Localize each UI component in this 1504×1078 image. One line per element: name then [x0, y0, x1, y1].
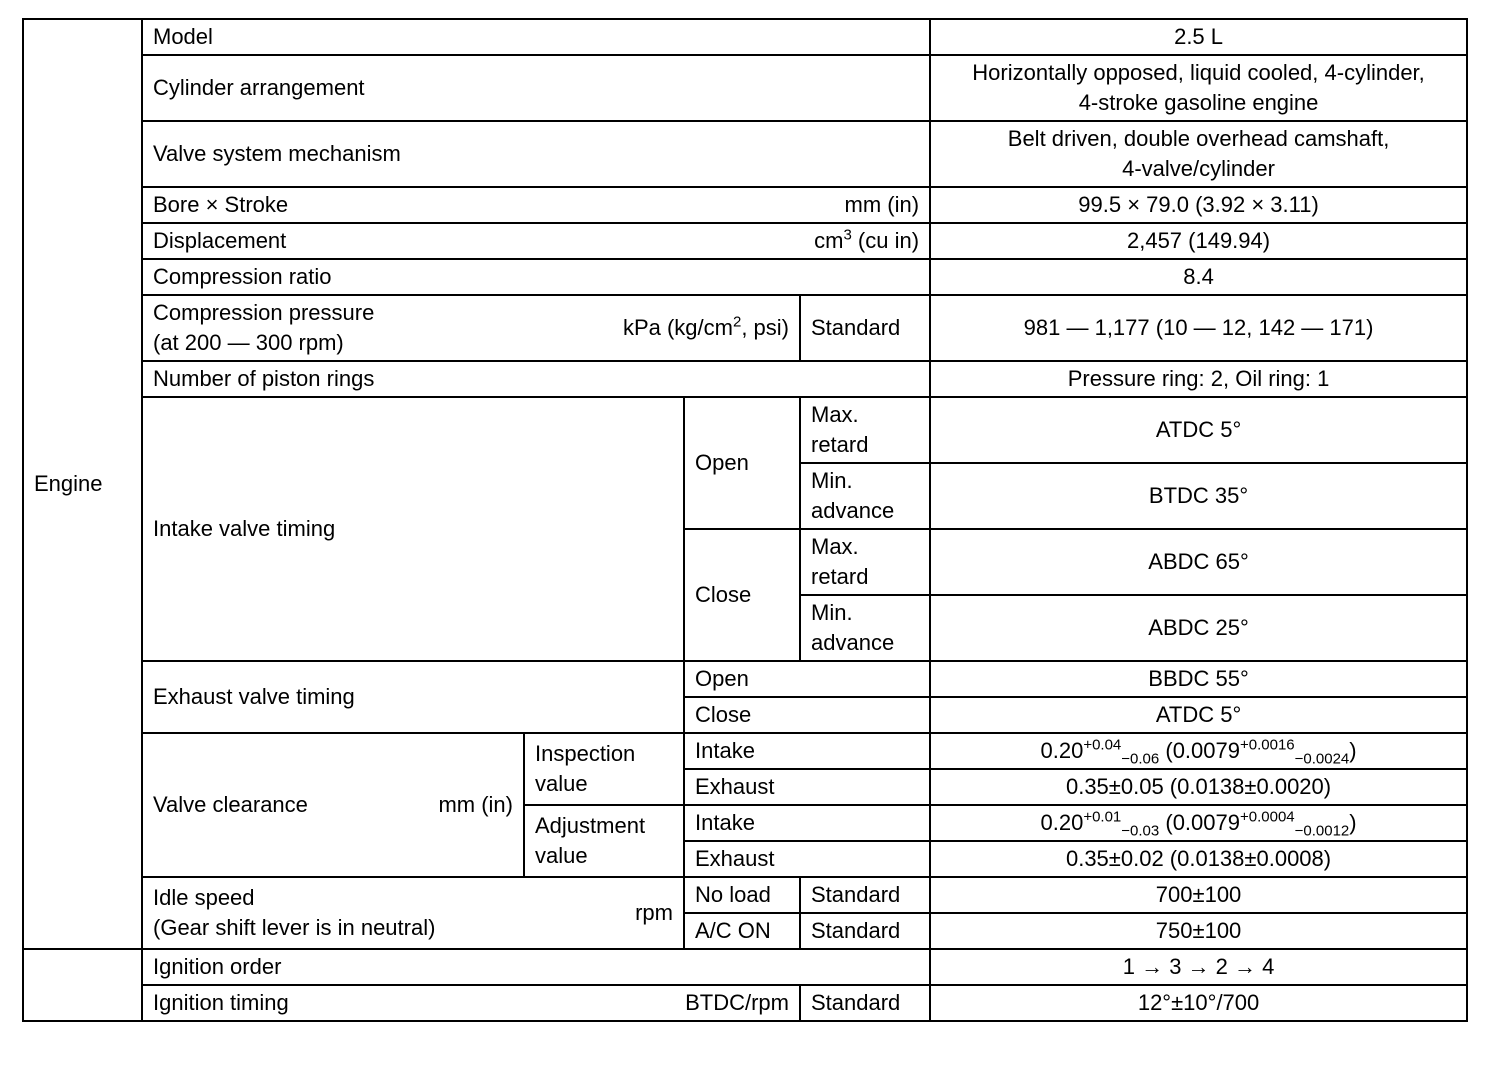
compression-pressure-label: Compression pressure (at 200 — 300 rpm) kPa ($kg/cm^2$, psi): [142, 295, 800, 361]
valve-clearance-label: Valve clearance mm (in): [142, 733, 524, 877]
intake-open-max-value: ATDC 5°: [930, 397, 1467, 463]
compression-pressure-cond: Standard: [800, 295, 930, 361]
idle-label: Idle speed (Gear shift lever is in neutral) rpm: [142, 877, 684, 949]
compression-pressure-value: 981 — 1,177 (10 — 12, 142 — 171): [930, 295, 1467, 361]
exhaust-open-value: BBDC 55°: [930, 661, 1467, 697]
insp-intake-value: $0.20^{+0.04}_{-0.06}$ $(0.0079^{+0.0016}_{-0.0024})$: [930, 733, 1467, 769]
cylinder-label: Cylinder arrangement: [142, 55, 930, 121]
ignition-timing-label: Ignition timing BTDC/rpm: [142, 985, 800, 1021]
intake-close-max-value: ABDC 65°: [930, 529, 1467, 595]
idle-ac-label: A/C ON: [684, 913, 800, 949]
exhaust-close-value: ATDC 5°: [930, 697, 1467, 733]
exhaust-close-label: Close: [684, 697, 930, 733]
idle-no-load-label: No load: [684, 877, 800, 913]
intake-timing-label: Intake valve timing: [142, 397, 684, 661]
insp-exhaust-label: Exhaust: [684, 769, 930, 805]
model-label: Model: [142, 19, 930, 55]
valve-clearance-unit: mm (in): [438, 792, 513, 817]
cylinder-value: Horizontally opposed, liquid cooled, 4-cylinder, 4-stroke gasoline engine: [930, 55, 1467, 121]
intake-open-min-label: Min. advance: [800, 463, 930, 529]
idle-unit: rpm: [635, 900, 673, 925]
engine-spec-table-tail: [22, 948, 1468, 1022]
adj-intake-value: $0.20^{+0.01}_{-0.03}$ $(0.0079^{+0.0004}_{-0.0012})$: [930, 805, 1467, 841]
exhaust-timing-label: Exhaust valve timing: [142, 661, 684, 733]
inspection-label: Inspection value: [524, 733, 684, 805]
intake-open-max-label: Max. retard: [800, 397, 930, 463]
ignition-timing-unit: BTDC/rpm: [685, 990, 789, 1015]
exhaust-open-label: Open: [684, 661, 930, 697]
section-label-tail: [23, 949, 142, 1021]
section-label: Engine: [23, 19, 142, 949]
adj-exhaust-label: Exhaust: [684, 841, 930, 877]
idle-ac-cond: Standard: [800, 913, 930, 949]
bore-value: 99.5 × 79.0 (3.92 × 3.11): [930, 187, 1467, 223]
ignition-timing-value: 12°±10°/700: [930, 985, 1467, 1021]
ignition-order-label: Ignition order: [142, 949, 930, 985]
valve-mech-value: Belt driven, double overhead camshaft, 4-valve/cylinder: [930, 121, 1467, 187]
ignition-order-value: 1 → 3 → 2 → 4: [930, 949, 1467, 985]
engine-spec-table: [22, 18, 1468, 950]
displacement-value: 2,457 (149.94): [930, 223, 1467, 259]
adj-intake-label: Intake: [684, 805, 930, 841]
adj-exhaust-value: 0.35±0.02 (0.0138±0.0008): [930, 841, 1467, 877]
idle-no-load-cond: Standard: [800, 877, 930, 913]
bore-unit: mm (in): [844, 192, 920, 217]
intake-close-min-label: Min. advance: [800, 595, 930, 661]
adjustment-label: Adjustment value: [524, 805, 684, 877]
insp-exhaust-value: 0.35±0.05 (0.0138±0.0020): [930, 769, 1467, 805]
displacement-unit: $cm^3$ (cu in): [814, 226, 920, 253]
valve-mech-label: Valve system mechanism: [142, 121, 930, 187]
idle-no-load-value: 700±100: [930, 877, 1467, 913]
piston-rings-value: Pressure ring: 2, Oil ring: 1: [930, 361, 1467, 397]
intake-open-label: Open: [684, 397, 800, 529]
piston-rings-label: Number of piston rings: [142, 361, 930, 397]
bore-label: Bore × Stroke mm (in): [142, 187, 930, 223]
compression-pressure-unit: kPa ($kg/cm^2$, psi): [622, 313, 789, 340]
intake-close-min-value: ABDC 25°: [930, 595, 1467, 661]
ignition-timing-cond: Standard: [800, 985, 930, 1021]
compression-ratio-label: Compression ratio: [142, 259, 930, 295]
intake-open-min-value: BTDC 35°: [930, 463, 1467, 529]
insp-intake-label: Intake: [684, 733, 930, 769]
model-value: 2.5 L: [930, 19, 1467, 55]
intake-close-max-label: Max. retard: [800, 529, 930, 595]
displacement-label: Displacement $cm^3$ (cu in): [142, 223, 930, 259]
compression-ratio-value: 8.4: [930, 259, 1467, 295]
idle-ac-value: 750±100: [930, 913, 1467, 949]
intake-close-label: Close: [684, 529, 800, 661]
